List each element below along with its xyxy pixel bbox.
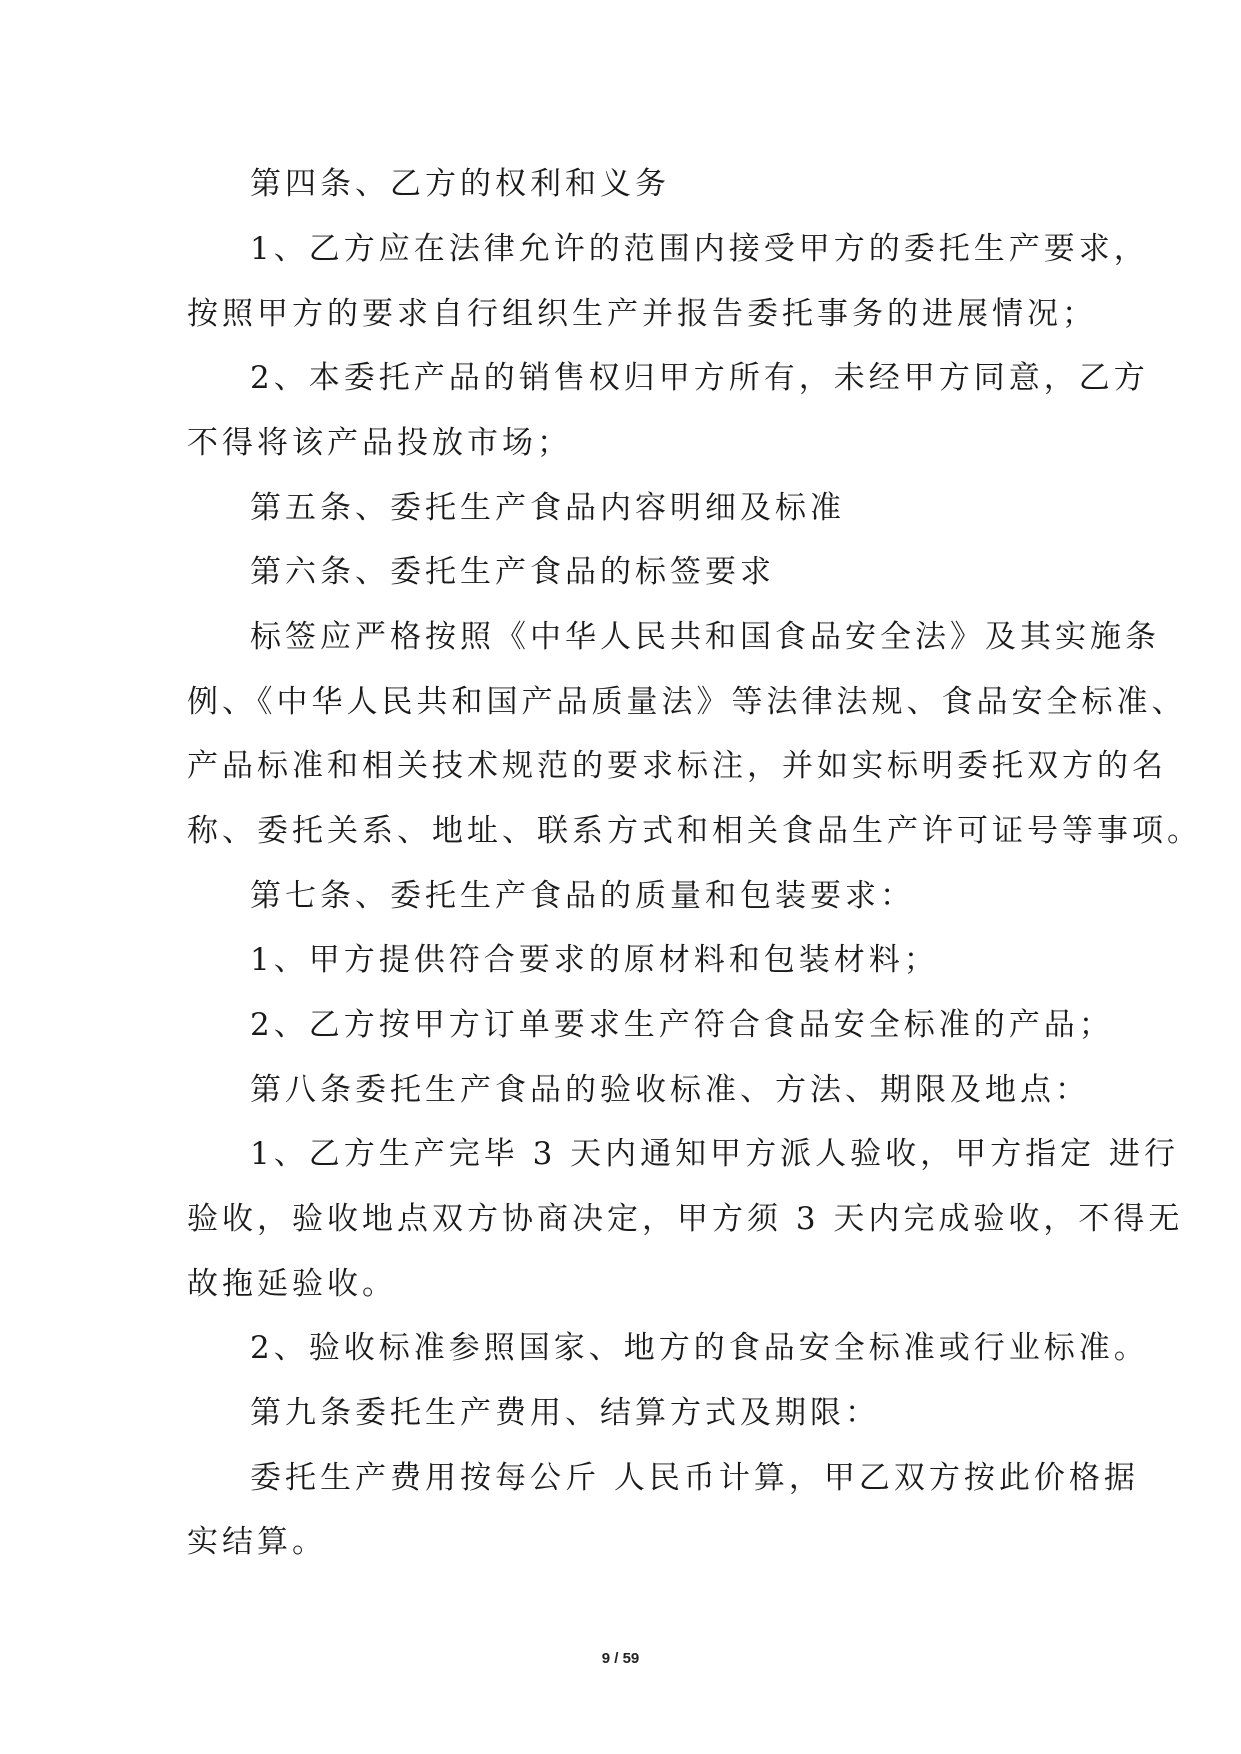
article-6-paragraph-line-2: 例、《中华人民共和国产品质量法》等法律法规、食品安全标准、 [187,684,1187,720]
article-6-paragraph-line-3: 产品标准和相关技术规范的要求标注，并如实标明委托双方的名 [187,748,1167,784]
article-4-item-2-line-2: 不得将该产品投放市场； [187,425,572,461]
article-5-heading: 第五条、委托生产食品内容明细及标准 [250,490,845,526]
article-8-item-2: 2、验收标准参照国家、地方的食品安全标准或行业标准。 [250,1330,1149,1366]
article-7-item-2: 2、乙方按甲方订单要求生产符合食品安全标准的产品； [250,1007,1114,1043]
article-4-item-2-line-1: 2、本委托产品的销售权归甲方所有，未经甲方同意，乙方 [250,360,1149,396]
article-7-item-1: 1、甲方提供符合要求的原材料和包装材料； [250,942,939,978]
article-8-heading: 第八条委托生产食品的验收标准、方法、期限及地点： [250,1072,1090,1108]
article-9-paragraph-line-2: 实结算。 [187,1524,327,1560]
article-6-paragraph-line-1: 标签应严格按照《中华人民共和国食品安全法》及其实施条 [250,619,1160,655]
article-4-item-1-line-1: 1、乙方应在法律允许的范围内接受甲方的委托生产要求， [250,231,1149,267]
article-8-item-1-line-2: 验收，验收地点双方协商决定，甲方须 3 天内完成验收，不得无 [187,1201,1184,1237]
page-number: 9 / 59 [601,1650,640,1667]
article-9-paragraph-line-1: 委托生产费用按每公斤 人民币计算，甲乙双方按此价格据 [250,1460,1139,1496]
article-7-heading: 第七条、委托生产食品的质量和包装要求： [250,878,915,914]
article-8-item-1-line-3: 故拖延验收。 [187,1266,397,1302]
article-8-item-1-line-1: 1、乙方生产完毕 3 天内通知甲方派人验收，甲方指定 进行 [250,1136,1180,1172]
article-9-heading: 第九条委托生产费用、结算方式及期限： [250,1395,880,1431]
article-4-item-1-line-2: 按照甲方的要求自行组织生产并报告委托事务的进展情况； [187,296,1097,332]
article-6-paragraph-line-4: 称、委托关系、地址、联系方式和相关食品生产许可证号等事项。 [187,813,1202,849]
article-6-heading: 第六条、委托生产食品的标签要求 [250,554,775,590]
article-4-heading: 第四条、乙方的权利和义务 [250,166,670,202]
